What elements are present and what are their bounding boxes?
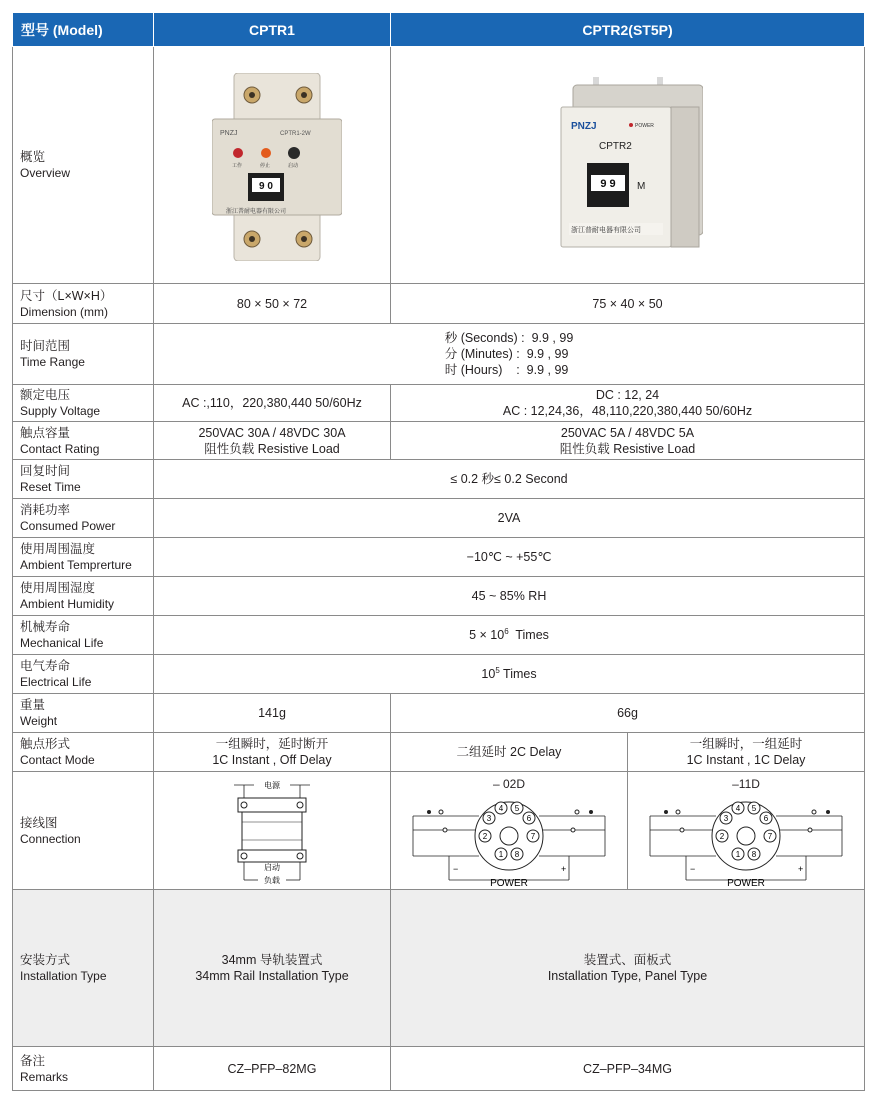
cptr2-model-text: CPTR2 bbox=[599, 141, 632, 152]
mechanical-life-base: 5 × 10 bbox=[469, 628, 505, 642]
svg-text:1: 1 bbox=[735, 849, 741, 859]
mechanical-life-label bbox=[13, 616, 154, 655]
connection-label-en: Connection bbox=[20, 831, 81, 846]
ambient-temperature-label bbox=[13, 538, 154, 577]
contact-rating-cptr1-line2: 阻性负载 Resistive Load bbox=[204, 441, 340, 456]
cptr1-brand-text: PNZJ bbox=[220, 130, 238, 137]
cptr1-dial-text: 9 0 bbox=[259, 181, 273, 192]
overview-row bbox=[13, 47, 865, 284]
weight-row bbox=[13, 694, 865, 733]
installation-label-cn: 安装方式 bbox=[20, 953, 71, 967]
cptr1-product-image bbox=[212, 73, 342, 261]
supply-voltage-label-en: Supply Voltage bbox=[20, 404, 101, 418]
weight-label bbox=[13, 694, 154, 733]
cptr1-connection-diagram bbox=[232, 776, 312, 886]
cptr2-02d-title: – 02D bbox=[492, 776, 526, 791]
cptr1-led1-label: 工作 bbox=[232, 163, 243, 169]
svg-text:2: 2 bbox=[719, 831, 725, 841]
spec-table bbox=[12, 12, 865, 1091]
contact-mode-cptr1 bbox=[154, 733, 391, 772]
electrical-life-base: 10 bbox=[481, 667, 496, 681]
cptr1-led3-label: 启动 bbox=[288, 163, 299, 169]
mechanical-life-row bbox=[13, 616, 865, 655]
cptr1-photo-cell bbox=[154, 47, 391, 284]
time-range-seconds: 秒 (Seconds) : 9.9 , 99 bbox=[444, 331, 574, 345]
cptr2-brand-text: PNZJ bbox=[571, 121, 597, 132]
time-range-label bbox=[13, 324, 154, 385]
time-range-hours: 时 (Hours) : 9.9 , 99 bbox=[444, 363, 569, 377]
reset-time-value: ≤ 0.2 秒≤ 0.2 Second bbox=[154, 460, 865, 499]
remarks-label-en: Remarks bbox=[20, 1069, 69, 1084]
connection-label bbox=[13, 772, 154, 890]
contact-mode-cptr1-cn: 一组瞬时，延时断开 bbox=[215, 737, 329, 751]
contact-rating-label bbox=[13, 422, 154, 460]
cptr2-maker-text: 浙江普耐电器有限公司 bbox=[571, 227, 641, 234]
installation-cptr2-en: Installation Type, Panel Type bbox=[547, 969, 708, 983]
installation-row bbox=[13, 890, 865, 1047]
svg-text:2: 2 bbox=[482, 831, 488, 841]
mechanical-life-label-en: Mechanical Life bbox=[20, 636, 104, 650]
connection-label-cn: 接线图 bbox=[20, 815, 58, 830]
ambient-humidity-label bbox=[13, 577, 154, 616]
svg-text:7: 7 bbox=[767, 831, 773, 841]
weight-label-cn: 重量 bbox=[20, 698, 46, 712]
svg-text:5: 5 bbox=[514, 803, 520, 813]
reset-time-label-cn: 回复时间 bbox=[20, 464, 71, 478]
cptr1-conn-start-label: 启动 bbox=[264, 862, 280, 872]
electrical-life-label-en: Electrical Life bbox=[20, 675, 92, 689]
dimension-label bbox=[13, 284, 154, 324]
cptr1-conn-load-label: 负载 bbox=[264, 875, 280, 885]
ambient-humidity-value: 45 ~ 85% RH bbox=[154, 577, 865, 616]
contact-mode-cptr1-en: 1C Instant , Off Delay bbox=[212, 753, 332, 767]
remarks-label-cn: 备注 bbox=[20, 1053, 46, 1068]
cptr2-dial-text: 9 9 bbox=[600, 178, 616, 190]
ambient-temperature-label-en: Ambient Temprerture bbox=[20, 558, 132, 572]
cptr1-led2-label: 停止 bbox=[260, 163, 271, 169]
contact-mode-label-cn: 触点形式 bbox=[20, 737, 71, 751]
contact-rating-cptr2-line1: 250VAC 5A / 48VDC 5A bbox=[560, 425, 695, 440]
remarks-label bbox=[13, 1047, 154, 1091]
cptr1-maker-text: 浙江普耐电器有限公司 bbox=[226, 209, 287, 215]
installation-cptr1 bbox=[154, 890, 391, 1047]
time-range-label-en: Time Range bbox=[20, 355, 85, 369]
svg-text:7: 7 bbox=[530, 831, 536, 841]
contact-rating-label-en: Contact Rating bbox=[20, 441, 100, 456]
contact-rating-label-cn: 触点容量 bbox=[20, 425, 71, 440]
cptr2-02d-power-label: POWER bbox=[490, 877, 528, 888]
overview-label-cn: 概览 bbox=[20, 150, 46, 164]
installation-cptr2-cn: 装置式、面板式 bbox=[583, 953, 672, 967]
consumed-power-label bbox=[13, 499, 154, 538]
contact-mode-cptr2-11d-cn: 一组瞬时，一组延时 bbox=[689, 737, 803, 751]
electrical-life-exponent: 5 bbox=[495, 665, 500, 675]
svg-text:−: − bbox=[453, 863, 459, 874]
cptr2-photo-cell bbox=[391, 47, 865, 284]
remarks-cptr1: CZ–PFP–82MG bbox=[154, 1047, 391, 1091]
remarks-cptr2: CZ–PFP–34MG bbox=[391, 1047, 865, 1091]
supply-voltage-cptr1: AC :,110，220,380,440 50/60Hz bbox=[154, 385, 391, 422]
svg-text:6: 6 bbox=[526, 813, 532, 823]
electrical-life-label-cn: 电气寿命 bbox=[20, 659, 71, 673]
svg-text:+: + bbox=[561, 863, 567, 874]
contact-mode-cptr2-11d-en: 1C Instant , 1C Delay bbox=[686, 753, 806, 767]
installation-cptr2 bbox=[391, 890, 865, 1047]
contact-rating-cptr2-line2: 阻性负载 Resistive Load bbox=[559, 441, 696, 456]
svg-text:1: 1 bbox=[498, 849, 504, 859]
overview-label bbox=[13, 47, 154, 284]
contact-rating-row bbox=[13, 422, 865, 460]
reset-time-row bbox=[13, 460, 865, 499]
installation-label bbox=[13, 890, 154, 1047]
ambient-temperature-value: −10℃ ~ +55℃ bbox=[154, 538, 865, 577]
ambient-temperature-label-cn: 使用周围温度 bbox=[20, 542, 96, 556]
overview-label-en: Overview bbox=[20, 166, 71, 180]
header-row bbox=[13, 13, 865, 47]
installation-cptr1-en: 34mm Rail Installation Type bbox=[195, 969, 349, 983]
svg-text:3: 3 bbox=[486, 813, 492, 823]
contact-rating-cptr1-line1: 250VAC 30A / 48VDC 30A bbox=[198, 425, 346, 440]
connection-cptr1 bbox=[154, 772, 391, 890]
contact-rating-cptr2 bbox=[391, 422, 865, 460]
cptr1-conn-power-label: 电源 bbox=[264, 780, 280, 790]
contact-mode-cptr2-02d: 二组延时 2C Delay bbox=[391, 733, 628, 772]
dimension-label-cn: 尺寸（L×W×H） bbox=[20, 288, 113, 303]
reset-time-label-en: Reset Time bbox=[20, 480, 81, 494]
svg-text:5: 5 bbox=[751, 803, 757, 813]
svg-text:8: 8 bbox=[514, 849, 520, 859]
ambient-temperature-row bbox=[13, 538, 865, 577]
remarks-row bbox=[13, 1047, 865, 1091]
contact-mode-cptr2-11d bbox=[628, 733, 865, 772]
mechanical-life-label-cn: 机械寿命 bbox=[20, 620, 71, 634]
weight-cptr2: 66g bbox=[391, 694, 865, 733]
reset-time-label bbox=[13, 460, 154, 499]
electrical-life-row bbox=[13, 655, 865, 694]
contact-mode-row bbox=[13, 733, 865, 772]
consumed-power-value: 2VA bbox=[154, 499, 865, 538]
cptr2-11d-connection-diagram bbox=[646, 792, 846, 888]
ambient-humidity-row bbox=[13, 577, 865, 616]
ambient-humidity-label-en: Ambient Humidity bbox=[20, 597, 115, 611]
cptr2-unit-text: M bbox=[637, 181, 646, 192]
cptr1-header: CPTR1 bbox=[154, 13, 391, 47]
mechanical-life-exponent: 6 bbox=[504, 626, 509, 636]
svg-text:+: + bbox=[798, 863, 804, 874]
dimension-label-en: Dimension (mm) bbox=[20, 304, 109, 319]
cptr2-11d-title: –11D bbox=[732, 776, 760, 791]
installation-label-en: Installation Type bbox=[20, 969, 107, 983]
ambient-humidity-label-cn: 使用周围湿度 bbox=[20, 581, 96, 595]
svg-text:−: − bbox=[690, 863, 696, 874]
svg-text:4: 4 bbox=[735, 803, 741, 813]
model-header: 型号 (Model) bbox=[13, 13, 154, 47]
installation-cptr1-cn: 34mm 导轨装置式 bbox=[221, 953, 323, 967]
electrical-life-unit: Times bbox=[499, 667, 537, 681]
cptr1-model-text: CPTR1-2W bbox=[280, 131, 311, 137]
cptr2-product-image bbox=[553, 77, 703, 257]
supply-voltage-cptr2-ac: AC : 12,24,36，48,110,220,380,440 50/60Hz bbox=[502, 404, 753, 418]
connection-row bbox=[13, 772, 865, 890]
consumed-power-label-cn: 消耗功率 bbox=[20, 503, 71, 517]
electrical-life-label bbox=[13, 655, 154, 694]
connection-cptr2-11d bbox=[628, 772, 865, 890]
supply-voltage-label bbox=[13, 385, 154, 422]
contact-mode-label bbox=[13, 733, 154, 772]
weight-label-en: Weight bbox=[20, 714, 58, 728]
connection-cptr2-02d bbox=[391, 772, 628, 890]
cptr2-11d-power-label: POWER bbox=[727, 877, 765, 888]
dimension-row bbox=[13, 284, 865, 324]
electrical-life-value bbox=[154, 655, 865, 694]
time-range-row bbox=[13, 324, 865, 385]
svg-text:4: 4 bbox=[498, 803, 504, 813]
weight-cptr1: 141g bbox=[154, 694, 391, 733]
time-range-label-cn: 时间范围 bbox=[20, 339, 71, 353]
cptr2-power-text: POWER bbox=[635, 123, 654, 129]
supply-voltage-cptr2 bbox=[391, 385, 865, 422]
contact-rating-cptr1 bbox=[154, 422, 391, 460]
svg-text:3: 3 bbox=[723, 813, 729, 823]
cptr2-02d-connection-diagram bbox=[409, 792, 609, 888]
cptr2-header: CPTR2(ST5P) bbox=[391, 13, 865, 47]
contact-mode-label-en: Contact Mode bbox=[20, 753, 95, 767]
svg-text:8: 8 bbox=[751, 849, 757, 859]
dimension-cptr1: 80 × 50 × 72 bbox=[154, 284, 391, 324]
svg-text:6: 6 bbox=[763, 813, 769, 823]
supply-voltage-cptr2-dc: DC : 12, 24 bbox=[595, 388, 660, 402]
time-range-value bbox=[154, 324, 865, 385]
mechanical-life-unit: Times bbox=[508, 628, 549, 642]
dimension-cptr2: 75 × 40 × 50 bbox=[391, 284, 865, 324]
consumed-power-row bbox=[13, 499, 865, 538]
supply-voltage-label-cn: 额定电压 bbox=[20, 388, 71, 402]
consumed-power-label-en: Consumed Power bbox=[20, 519, 116, 533]
supply-voltage-row bbox=[13, 385, 865, 422]
mechanical-life-value bbox=[154, 616, 865, 655]
time-range-minutes: 分 (Minutes) : 9.9 , 99 bbox=[444, 347, 569, 361]
